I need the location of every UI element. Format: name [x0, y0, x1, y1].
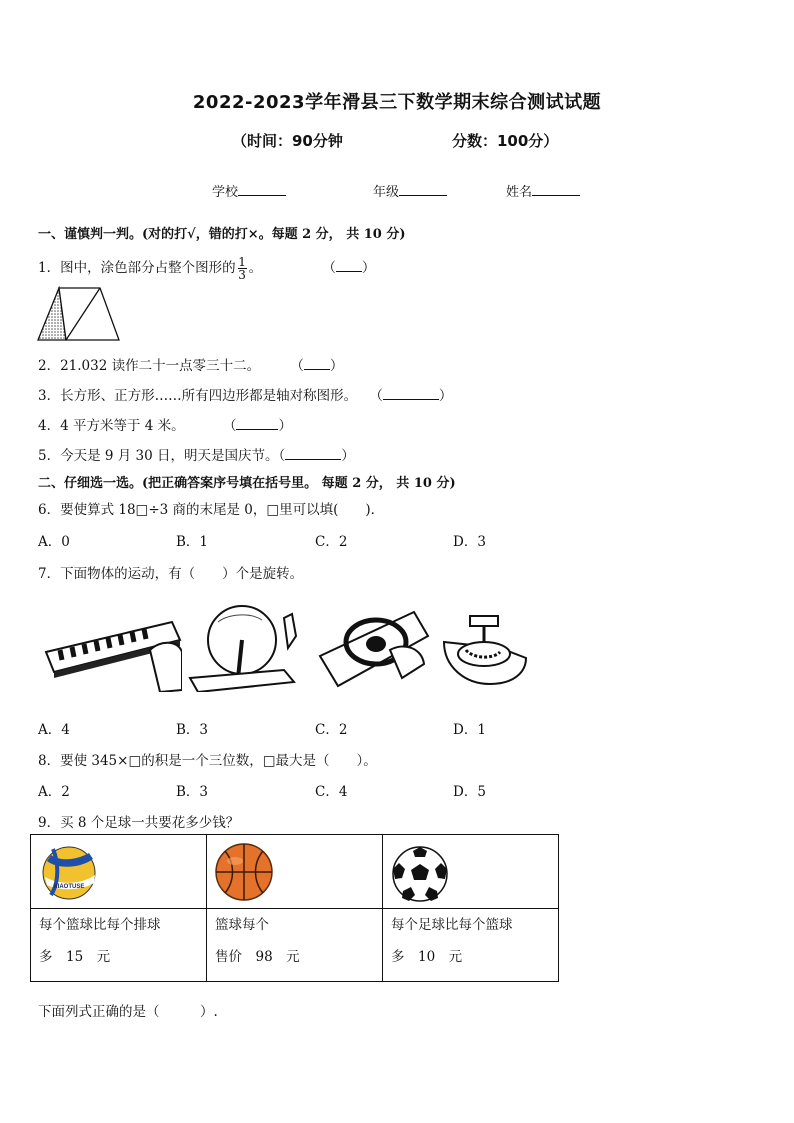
exam-score: 分数：100分）: [452, 132, 559, 150]
volleyball-text-cell: 每个篮球比每个排球 多 15 元: [31, 909, 207, 982]
basketball-cell: [207, 835, 383, 909]
answer-paren-5[interactable]: （ ）: [278, 448, 355, 464]
grade-blank[interactable]: [399, 183, 447, 196]
question-6: 6．要使算式 18□÷3 商的末尾是 0，□里可以填( )．: [38, 502, 385, 518]
option-6d[interactable]: D．3: [453, 534, 486, 550]
question-9-followup: 下面列式正确的是（ ）.: [38, 1004, 218, 1020]
question-8: 8．要使 345×□的积是一个三位数，□最大是（ ）。: [38, 753, 377, 769]
question-2: 2．21.032 读作二十一点零三十二。 （ ）: [38, 358, 344, 374]
exam-time: （时间：90分钟: [232, 132, 343, 150]
question-5: 5．今天是 9 月 30 日，明天是国庆节。（ ）: [38, 448, 355, 464]
football-icon: [391, 845, 449, 903]
school-blank[interactable]: [238, 183, 286, 196]
answer-paren-1[interactable]: （ ）: [322, 260, 376, 276]
name-label: 姓名: [506, 185, 533, 200]
option-7a[interactable]: A．4: [38, 722, 70, 738]
option-6a[interactable]: A．0: [38, 534, 70, 550]
grade-label: 年级: [373, 185, 400, 200]
page-title: 2022-2023学年滑县三下数学期末综合测试试题: [192, 92, 602, 113]
option-7c[interactable]: C．2: [315, 722, 348, 738]
football-cell: [383, 835, 559, 909]
option-8c[interactable]: C．4: [315, 784, 348, 800]
school-field: [212, 181, 286, 200]
section-1-heading: 一、谨慎判一判。(对的打√，错的打×。每题 2 分， 共 10 分): [38, 227, 406, 242]
name-blank[interactable]: [532, 183, 580, 196]
question-9: 9．买 8 个足球一共要花多少钱？: [38, 815, 240, 831]
globe-lamp-image: [188, 600, 310, 692]
answer-paren-4[interactable]: （ ）: [222, 418, 292, 434]
ball-price-table: [30, 834, 559, 982]
question-4: 4．4 平方米等于 4 米。 （ ）: [38, 418, 292, 434]
volleyball-cell: [31, 835, 207, 909]
section-2-heading: 二、仔细选一选。(把正确答案序号填在括号里。 每题 2 分， 共 10 分): [38, 476, 456, 491]
abacus-image: [42, 600, 182, 692]
option-7d[interactable]: D．1: [453, 722, 486, 738]
option-6b[interactable]: B．1: [176, 534, 209, 550]
trapezoid-figure: [36, 286, 122, 344]
name-field: [506, 181, 580, 200]
answer-paren-2[interactable]: （ ）: [290, 358, 344, 374]
volleyball-icon: [39, 843, 99, 903]
answer-paren-3[interactable]: （ ）: [369, 388, 453, 404]
option-8a[interactable]: A．2: [38, 784, 70, 800]
basketball-icon: [213, 841, 275, 903]
option-7b[interactable]: B．3: [176, 722, 209, 738]
question-1: 1．图中，涂色部分占整个图形的 $\frac{1}{3}$ 。 （ ）: [38, 255, 376, 282]
school-label: 学校: [212, 185, 239, 200]
grade-field: [373, 181, 447, 200]
option-8d[interactable]: D．5: [453, 784, 486, 800]
option-6c[interactable]: C．2: [315, 534, 348, 550]
faucet-sink-image: [440, 612, 530, 694]
football-text-cell: 每个足球比每个篮球 多 10 元: [383, 909, 559, 982]
svg-text:XIAOTUSE: XIAOTUSE: [53, 884, 85, 890]
basketball-text-cell: 篮球每个 售价 98 元: [207, 909, 383, 982]
question-7: 7．下面物体的运动，有（ ）个是旋转。: [38, 566, 304, 582]
steering-wheel-image: [318, 606, 430, 692]
fraction: $\frac{1}{3}$: [238, 255, 246, 282]
question-3: 3．长方形、正方形……所有四边形都是轴对称图形。 （ ）: [38, 388, 453, 404]
option-8b[interactable]: B．3: [176, 784, 209, 800]
